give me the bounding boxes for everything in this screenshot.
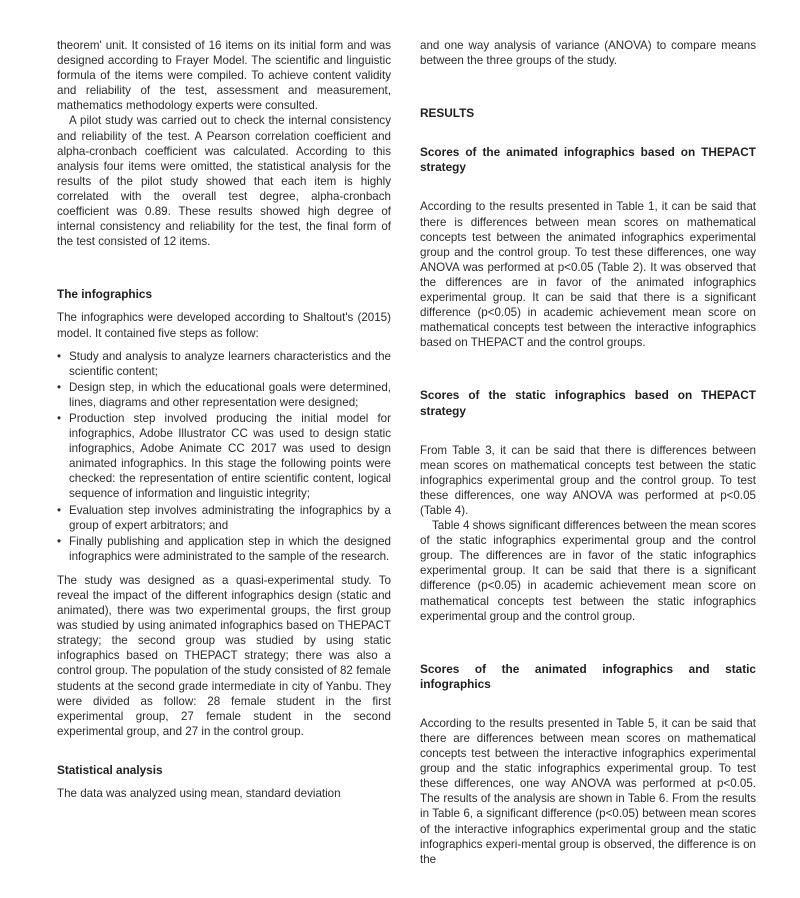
heading-animated-vs-static: Scores of the animated infographics and static infographics — [420, 661, 756, 691]
left-column — [57, 38, 391, 801]
paragraph-study-design: The study was designed as a quasi-experimental study. To reveal the impact of the different infographics design (static and animated), there was two experimental groups, the first group was studied by using animated infographics based on THEPACT strategy; the second group was studied by using static infographics based on THEPACT strategy; there was also a control group. The population of the study consisted of 82 female students at the second grade intermediate in city of Yanbu. They were divided as follow: 28 female student in the first experimental group, 27 female student in the second experimental group, and 27 in the control group. — [57, 573, 391, 738]
bullet-icon: • — [57, 534, 62, 548]
bullet-icon: • — [57, 411, 62, 425]
paragraph-static-results-1: From Table 3, it can be said that there is differences between mean scores on mathematical concepts test between the static infographics experimental group and the control group. To test these differences, one way ANOVA was performed at p<0.05 (Table 4). — [420, 443, 756, 517]
heading-infographics: The infographics — [57, 287, 153, 302]
paragraph-animated-results: According to the results presented in Table 1, it can be said that there is differences between mean scores on mathematical concepts test between the animated infographics experimental group and the control group. To test these differences, one way ANOVA was performed at p<0.05 (Table 2). It was observed that the differences are in favor of the animated infographics experimental group. It can be said that there is a significant difference (p<0.05) in academic achievement mean score on mathematical concepts test between the interactive infographics based on THEPACT and the control groups. — [420, 200, 756, 350]
bullet-icon: • — [57, 349, 62, 363]
heading-results: RESULTS — [420, 106, 475, 121]
right-column — [420, 38, 756, 867]
paragraph-comparison-results: According to the results presented in Table 5, it can be said that there are differences between mean scores on mathematical concepts test between the interactive infographics experimental group and the static infographics experimental group. To test these differences, one way ANOVA was performed at p<0.05. The results of the analysis are shown in Table 6. From the results in Table 6, a significant difference (p<0.05) between mean scores of the interactive infographics experimental group and the static infographics experi-mental group is observed, the difference is on the — [420, 716, 756, 866]
list-item: • Finally publishing and application step in which the designed infographics were administrated to the sample of the research. — [57, 534, 391, 563]
paragraph-anova: and one way analysis of variance (ANOVA) to compare means between the three groups of the study. — [420, 39, 756, 68]
paragraph-pilot-study: A pilot study was carried out to check the internal consistency and reliability of the test. A Pearson correlation coefficient and alpha-cronbach coefficient was calculated. According to this analysis four items were omitted, the statistical analysis for the results of the pilot study showed that each item is highly correlated with the overall test degree, alpha-cronbach coefficient was 0.89. These results showed high degree of internal consistency and reliability for the test, the final form of the test consisted of 12 items. — [57, 114, 391, 249]
list-item: • Design step, in which the educational goals were determined, lines, diagrams and other representation were designed; — [57, 380, 391, 409]
paragraph-test-description: theorem' unit. It consisted of 16 items on its initial form and was designed according to Frayer Model. The scientific and linguistic formula of the items were compiled. To achieve content validity and reliability of the test, assessment and measurement, mathematics methodology experts were consulted. — [57, 39, 391, 113]
bullet-icon: • — [57, 380, 62, 394]
paragraph-infographics-intro: The infographics were developed according to Shaltout's (2015) model. It contained five steps as follow: — [57, 311, 391, 340]
heading-static-scores: Scores of the static infographics based on THEPACT strategy — [420, 388, 756, 418]
steps-list — [57, 349, 391, 564]
list-item: • Evaluation step involves administrating the infographics by a group of expert arbitrators; and — [57, 503, 391, 532]
paragraph-static-results-2: Table 4 shows significant differences between the mean scores of the static infographics experimental group and the control group. The differences are in favor of the static infographics experimental group. It can be said that there is a significant difference (p<0.05) in academic achievement mean score on mathematical concepts test between the static infographics experimental group and the control group. — [420, 519, 756, 623]
list-item: • Production step involved producing the initial model for infographics, Adobe Illustrator CC was used to design static infographics, Adobe Animate CC 2017 was used to design animated infographics. In this stage the following points were checked: the representation of entire scientific content, logical sequence of information and linguistic integrity; — [57, 411, 391, 501]
paragraph-data-analysis: The data was analyzed using mean, standard deviation — [57, 787, 341, 801]
heading-animated-scores: Scores of the animated infographics based on THEPACT strategy — [420, 145, 756, 175]
list-item: • Study and analysis to analyze learners characteristics and the scientific content; — [57, 349, 391, 378]
bullet-icon: • — [57, 503, 62, 517]
heading-statistical-analysis: Statistical analysis — [57, 762, 163, 777]
